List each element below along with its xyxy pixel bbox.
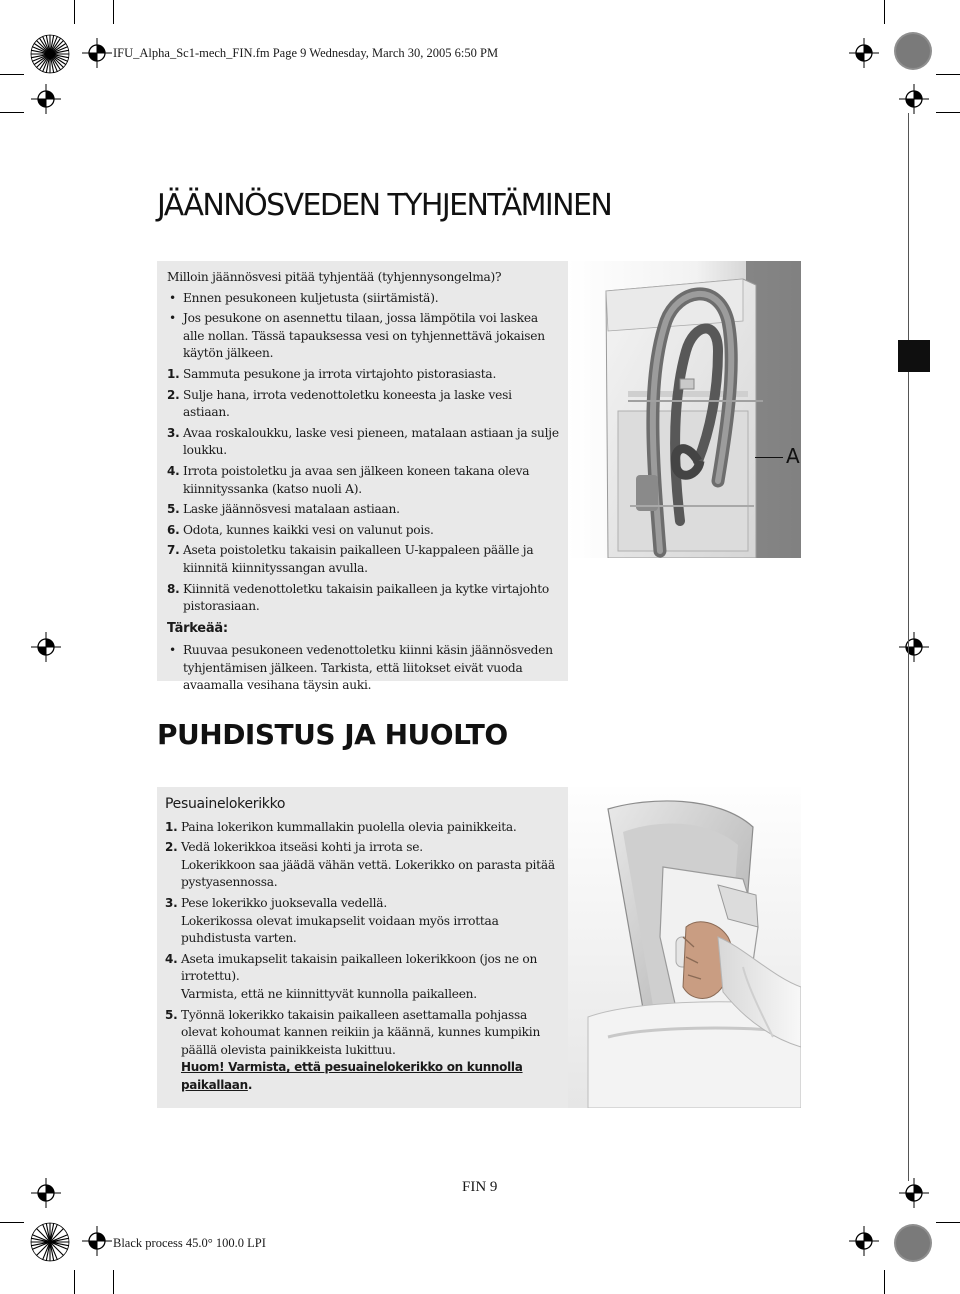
grey-target-bottom-right xyxy=(893,1223,933,1263)
crop-line xyxy=(74,1270,75,1294)
section-title: PUHDISTUS JA HUOLTO xyxy=(157,718,508,751)
crop-line xyxy=(0,74,24,75)
section-title: JÄÄNNÖSVEDEN TYHJENTÄMINEN xyxy=(157,188,612,223)
star-target-bottom-left xyxy=(30,1222,70,1262)
instructions-box xyxy=(157,261,568,693)
step-item: 5. Työnnä lokerikko takaisin paikalleen asettamalla pohjassa olevat kohoumat kannen reikiin ja käännä, kunnes kumpikin päällä olevista painikkeista lukittuu. xyxy=(165,1007,541,1057)
registration-mark xyxy=(31,632,61,662)
registration-mark xyxy=(849,1226,879,1256)
crop-line xyxy=(936,112,960,113)
bullet-icon: • xyxy=(169,311,176,326)
step-item: 2. Sulje hana, irrota vedenottoletku koneesta ja laske vesi astiaan. xyxy=(167,387,512,420)
crop-line xyxy=(884,0,885,24)
detergent-drawer-photo xyxy=(568,787,801,1108)
registration-mark xyxy=(82,38,112,68)
warning-note: Huom! Varmista, että pesuainelokerikko on kunnolla paikallaan. xyxy=(181,1060,523,1092)
registration-mark xyxy=(899,84,929,114)
crop-line xyxy=(113,1270,114,1294)
process-info-footer: Black process 45.0° 100.0 LPI xyxy=(113,1236,266,1250)
bullet-icon: • xyxy=(169,290,176,305)
crop-line xyxy=(936,74,960,75)
crop-line xyxy=(936,1222,960,1223)
page-number: FIN 9 xyxy=(462,1179,498,1195)
arrow-a-label: A xyxy=(786,444,800,468)
step-item: 1. Paina lokerikon kummallakin puolella olevia painikkeita. xyxy=(165,819,517,834)
trim-line xyxy=(908,113,909,1181)
file-info-header: IFU_Alpha_Sc1-mech_FIN.fm Page 9 Wednesday, March 30, 2005 6:50 PM xyxy=(113,46,499,60)
important-label: Tärkeää: xyxy=(167,620,228,636)
step-item: 5. Laske jäännösvesi matalaan astiaan. xyxy=(167,502,400,517)
washer-back-hoses-photo xyxy=(568,261,801,558)
registration-mark xyxy=(31,84,61,114)
list-item: • Ruuvaa pesukoneen vedenottoletku kiinni käsin jäännösveden tyhjentämisen jälkeen. Tarkista, että liitokset eivät vuoda avaamalla vesihana täysin auki. xyxy=(169,643,553,693)
crop-line xyxy=(0,112,24,113)
list-item: • Ennen pesukoneen kuljetusta (siirtämistä). xyxy=(167,290,560,308)
instructions-box xyxy=(157,787,568,1108)
subsection-title: Pesuainelokerikko xyxy=(165,796,286,812)
step-item: 4. Irrota poistoletku ja avaa sen jälkeen koneen takana oleva kiinnityssanka (katso nuoli A). xyxy=(167,463,530,496)
crop-line xyxy=(74,0,75,24)
registration-mark xyxy=(899,1178,929,1208)
registration-mark xyxy=(849,38,879,68)
registration-mark xyxy=(899,632,929,662)
crop-line xyxy=(113,0,114,24)
step-item: 3. Pese lokerikko juoksevalla vedellä. Lokerikossa olevat imukapselit voidaan myös irrottaa puhdistusta varten. xyxy=(165,895,499,946)
chapter-tab-marker xyxy=(898,340,930,372)
step-item: 7. Aseta poistoletku takaisin paikalleen U-kappaleen päälle ja kiinnitä kiinnityssangan avulla. xyxy=(167,543,534,575)
step-item: 1. Sammuta pesukone ja irrota virtajohto pistorasiasta. xyxy=(167,366,497,381)
crop-line xyxy=(884,1270,885,1294)
registration-mark xyxy=(31,1178,61,1208)
step-item: 8. Kiinnitä vedenottoletku takaisin paikalleen ja kytke virtajohto pistorasiaan. xyxy=(167,581,550,614)
crop-line xyxy=(0,1222,24,1223)
list-item: • Jos pesukone on asennettu tilaan, jossa lämpötila voi laskea alle nollan. Tässä tapauksessa vesi on tyhjennettävä jokaisen käytön jälkeen. xyxy=(169,311,545,361)
grey-target-top-right xyxy=(893,31,933,71)
step-item: 2. Vedä lokerikkoa itseäsi kohti ja irrota se. Lokerikkoon saa jäädä vähän vettä. Lokerikko on parasta pitää pystyasennossa. xyxy=(165,840,555,890)
star-target-top-left xyxy=(30,34,70,74)
bullet-icon: • xyxy=(169,643,176,658)
step-item: 3. Avaa roskaloukku, laske vesi pieneen, matalaan astiaan ja sulje loukku. xyxy=(167,425,559,458)
registration-mark xyxy=(82,1226,112,1256)
step-item: 6. Odota, kunnes kaikki vesi on valunut pois. xyxy=(167,522,434,537)
intro-question: Milloin jäännösvesi pitää tyhjentää (tyhjennysongelma)? xyxy=(167,270,502,284)
step-item: 4. Aseta imukapselit takaisin paikalleen lokerikkoon (jos ne on irrotettu). Varmista, että ne kiinnittyvät kunnolla paikalleen. xyxy=(165,951,538,1001)
arrow-a-pointer xyxy=(755,457,783,458)
